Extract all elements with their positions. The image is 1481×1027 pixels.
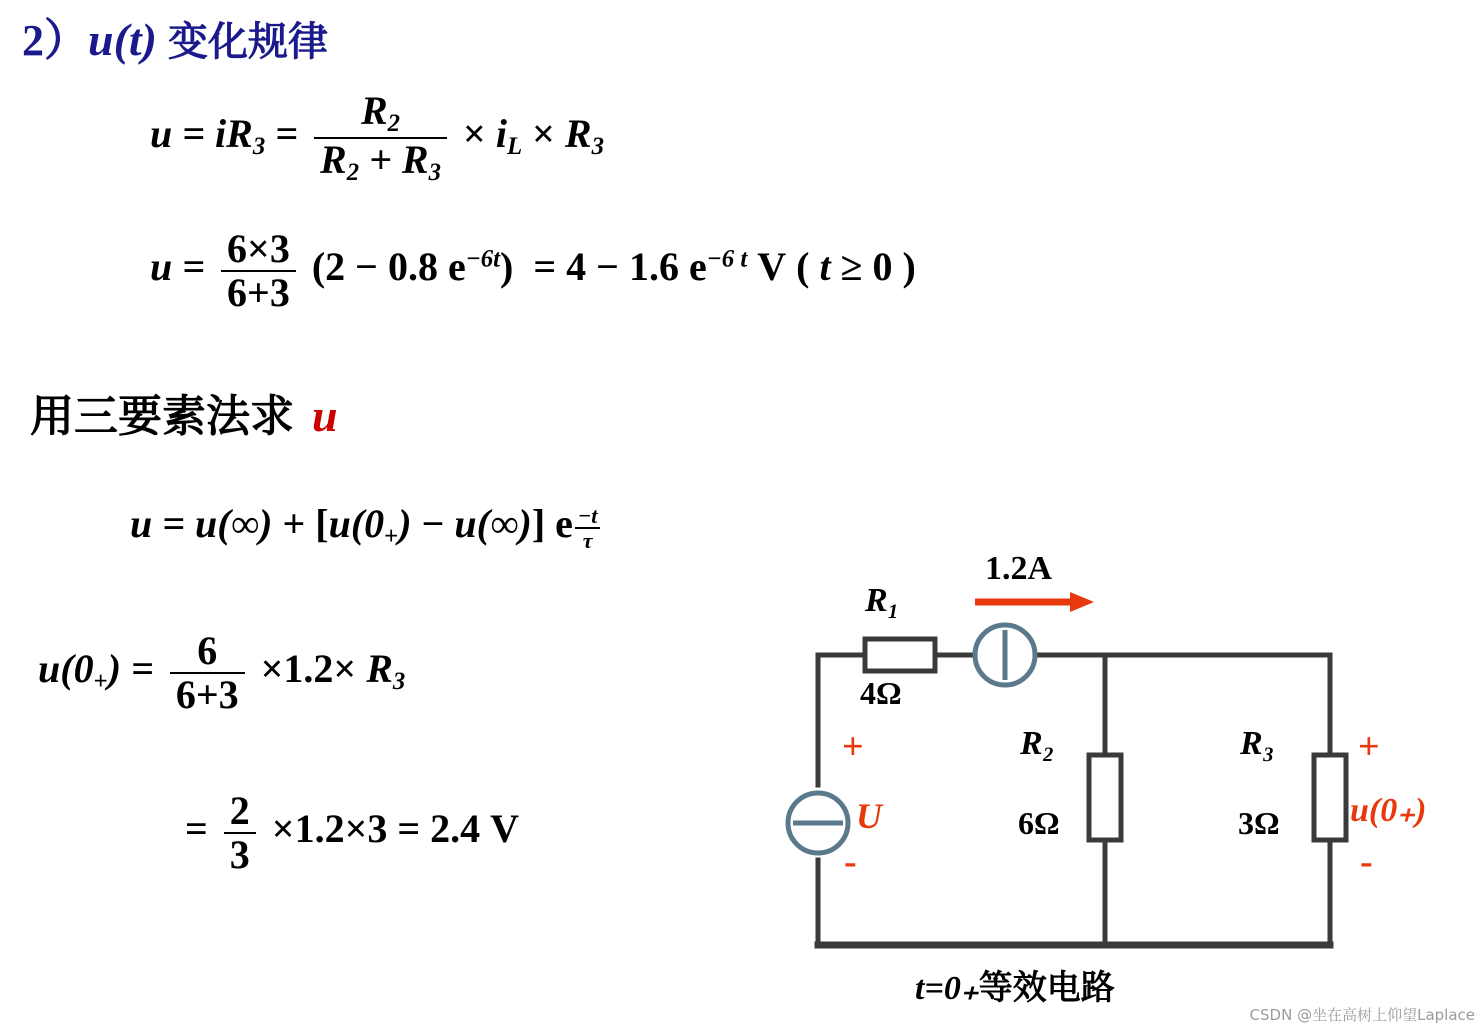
r2-label: R₂ bbox=[1020, 725, 1055, 762]
caption-cn: 等效电路 bbox=[978, 968, 1115, 1008]
eq4-fraction bbox=[170, 630, 245, 716]
output-plus-sign: + bbox=[1358, 726, 1380, 768]
title-variable: u(t) bbox=[88, 14, 157, 65]
caption-t: t=0₊ bbox=[915, 970, 979, 1007]
eq2-numerator: 6×3 bbox=[227, 226, 290, 271]
eq1-lhs: $u = iR_3$ = bbox=[150, 111, 299, 161]
equation-5 bbox=[185, 790, 519, 876]
r2-value: 6Ω bbox=[1018, 805, 1060, 841]
eq4-denominator: 6+3 bbox=[170, 672, 245, 716]
circuit-diagram bbox=[770, 540, 1470, 1010]
circuit-caption bbox=[915, 960, 1115, 1009]
equation-4 bbox=[38, 630, 405, 716]
page-title bbox=[22, 4, 328, 68]
eq3-exponent bbox=[575, 504, 600, 552]
eq4-lhs: $u(0_+)$ = bbox=[38, 646, 154, 696]
eq5-denominator: 3 bbox=[224, 832, 256, 876]
source-label: U bbox=[856, 796, 882, 836]
output-minus-sign: - bbox=[1360, 841, 1373, 883]
eq1-denominator: $R_2 + R_3$ bbox=[314, 137, 447, 186]
eq2-paren: (2 − 0.8 $e^{-6t}$) bbox=[311, 244, 514, 290]
r3-label: R₃ bbox=[1240, 725, 1275, 762]
current-source-label: 1.2A bbox=[985, 550, 1053, 587]
title-chinese: 变化规律 bbox=[168, 19, 328, 65]
eq2-result: = 4 − 1.6 $e^{-6 t}$ V ( t ≥ 0 ) bbox=[523, 244, 916, 290]
equation-2 bbox=[150, 228, 916, 314]
watermark: CSDN @坐在高树上仰望Laplace bbox=[1249, 1006, 1475, 1024]
output-label: u(0₊) bbox=[1350, 792, 1427, 829]
eq3-body: $u = u(\infty) + [u(0_+) - u(\infty)]$ e bbox=[130, 501, 573, 550]
eq3-exp-den: τ bbox=[575, 527, 600, 552]
eq5-fraction bbox=[224, 790, 256, 876]
section-heading bbox=[30, 380, 338, 444]
eq2-fraction bbox=[221, 228, 296, 314]
r1-value: 4Ω bbox=[860, 675, 902, 711]
heading-variable: u bbox=[312, 390, 338, 441]
eq2-denominator: 6+3 bbox=[221, 270, 296, 314]
eq5-rhs: ×1.2×3 = 2.4 V bbox=[271, 806, 520, 852]
eq1-rhs: × $i_L \times R_3$ bbox=[463, 111, 604, 161]
eq5-numerator: 2 bbox=[229, 788, 250, 833]
title-index: 2） bbox=[22, 16, 88, 65]
eq4-rhs: $\times 1.2\times R_3$ bbox=[260, 646, 406, 696]
source-plus-sign: + bbox=[842, 726, 864, 768]
eq5-lhs: = bbox=[185, 806, 208, 852]
equation-3 bbox=[130, 500, 600, 552]
eq3-exp-num: −t bbox=[577, 502, 598, 528]
eq2-lhs: u = bbox=[150, 244, 206, 290]
eq4-numerator: 6 bbox=[197, 628, 218, 673]
r1-label: R₁ bbox=[865, 582, 900, 619]
r3-value: 3Ω bbox=[1238, 805, 1280, 841]
heading-text: 用三要素法求 bbox=[30, 391, 294, 442]
eq1-fraction bbox=[314, 90, 447, 186]
source-minus-sign: - bbox=[844, 841, 857, 883]
equation-1 bbox=[150, 90, 604, 186]
eq1-numerator: $R_2$ bbox=[360, 88, 401, 137]
